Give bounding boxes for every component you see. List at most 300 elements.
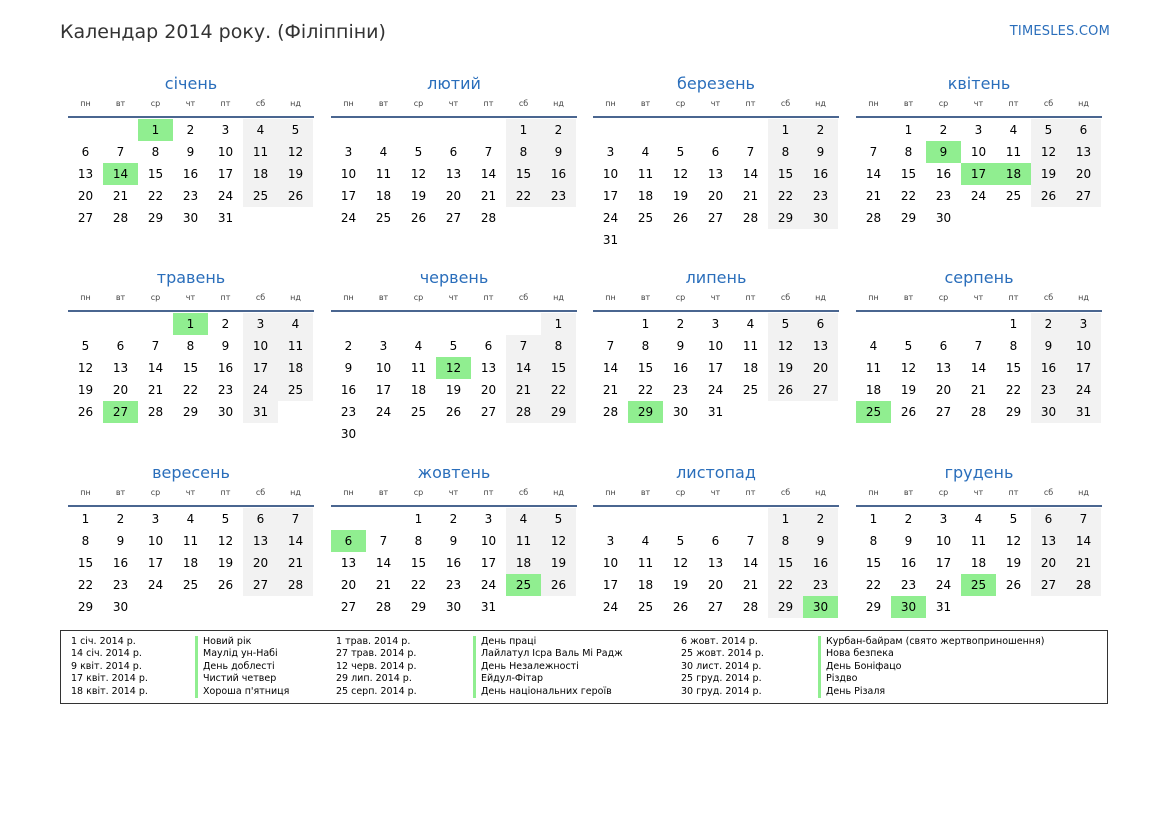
day-cell: 6 [81,145,90,159]
holiday-day-cell: 25 [506,574,541,596]
day-cell: 8 [768,530,803,552]
weekday-label: пт [220,293,231,302]
day-cell: 3 [243,313,278,335]
day-cell: 2 [221,317,230,331]
weekday-label: вт [640,293,651,302]
weekday-label: нд [553,488,564,497]
day-cell: 7 [606,339,615,353]
day-cell: 27 [445,211,462,225]
weekday-label: нд [553,293,564,302]
brand-link[interactable]: TIMESLES.COM [1009,24,1110,39]
empty-cell [856,313,891,335]
day-cell: 30 [1031,401,1066,423]
day-cell: 5 [449,339,458,353]
empty-cell [68,119,103,141]
day-cell: 14 [970,361,987,375]
day-cell: 1 [506,119,541,141]
month-name: листопад [676,463,756,482]
day-cell: 11 [865,361,882,375]
weekday-label: пт [220,99,231,108]
day-cell: 30 [803,207,838,229]
day-cell: 14 [278,530,313,552]
day-cell: 29 [541,401,576,423]
holiday-day-cell: 29 [628,401,663,423]
weekday-label: вт [903,293,914,302]
day-cell: 19 [541,552,576,574]
legend-date: 6 жовт. 2014 р. [681,636,758,647]
holiday-day-cell: 25 [856,401,891,423]
month-name: травень [156,268,226,287]
weekday-label: нд [815,488,826,497]
month-7 [593,268,839,423]
day-cell: 8 [904,145,913,159]
weekday-label: вт [640,99,651,108]
day-cell: 16 [541,163,576,185]
day-cell: 28 [147,405,164,419]
day-cell: 30 [217,405,234,419]
day-cell: 12 [278,141,313,163]
day-cell: 4 [641,534,650,548]
day-cell: 17 [602,578,619,592]
day-cell: 24 [340,211,357,225]
day-cell: 27 [803,379,838,401]
day-cell: 22 [768,574,803,596]
holiday-day-cell: 25 [961,574,996,596]
weekday-label: вт [378,99,389,108]
day-cell: 29 [768,207,803,229]
day-cell: 16 [182,167,199,181]
day-cell: 13 [340,556,357,570]
day-cell: 9 [676,339,685,353]
weekday-label: вт [115,293,126,302]
empty-cell [68,313,103,335]
weekday-label: пт [220,488,231,497]
day-cell: 10 [480,534,497,548]
legend-date: 30 лист. 2014 р. [681,660,762,672]
month-10 [331,463,577,618]
empty-cell [593,313,628,335]
weekday-label: пт [1008,99,1019,108]
day-cell: 28 [506,401,541,423]
day-cell: 14 [480,167,497,181]
legend-col2-names [473,636,623,698]
day-cell: 24 [602,211,619,225]
legend-holiday-name: Хороша п'ятниця [195,686,289,698]
day-cell: 25 [742,383,759,397]
empty-cell [401,119,436,141]
weekday-label: вт [378,293,389,302]
day-cell: 22 [77,578,94,592]
day-cell: 15 [541,357,576,379]
weekday-label: чт [710,293,721,302]
day-cell: 4 [1009,123,1018,137]
day-cell: 25 [278,379,313,401]
day-cell: 13 [77,167,94,181]
weekday-label: чт [973,99,984,108]
day-cell: 18 [243,163,278,185]
day-cell: 11 [243,141,278,163]
day-cell: 21 [480,189,497,203]
empty-cell [436,313,471,335]
day-cell: 19 [900,383,917,397]
day-cell: 14 [1066,530,1101,552]
weekday-label: ср [675,99,686,108]
holiday-day-cell: 30 [891,596,926,618]
day-cell: 26 [1031,185,1066,207]
day-cell: 23 [803,574,838,596]
weekday-label: вт [903,99,914,108]
day-grid [331,118,576,229]
day-grid [856,507,1101,618]
day-cell: 31 [707,405,724,419]
day-cell: 13 [707,556,724,570]
day-cell: 23 [445,578,462,592]
legend-holiday-name: Лайлатул Ісра Валь Мі Радж [473,648,623,660]
day-cell: 4 [243,119,278,141]
day-cell: 11 [742,339,759,353]
day-cell: 19 [1031,163,1066,185]
day-cell: 26 [900,405,917,419]
day-cell: 5 [676,534,685,548]
day-cell: 8 [81,534,90,548]
day-cell: 8 [768,141,803,163]
day-cell: 11 [1005,145,1022,159]
day-cell: 4 [186,512,195,526]
empty-cell [471,119,506,141]
day-cell: 20 [1031,552,1066,574]
day-cell: 2 [676,317,685,331]
day-cell: 28 [1066,574,1101,596]
day-cell: 5 [414,145,423,159]
empty-cell [366,119,401,141]
weekday-label: ср [938,293,949,302]
day-cell: 29 [77,600,94,614]
weekday-label: ср [413,488,424,497]
day-cell: 18 [375,189,392,203]
day-cell: 30 [935,211,952,225]
day-cell: 3 [484,512,493,526]
day-cell: 25 [637,600,654,614]
day-cell: 17 [935,556,952,570]
day-cell: 4 [379,145,388,159]
day-cell: 19 [445,383,462,397]
empty-cell [331,508,366,530]
day-cell: 9 [344,361,353,375]
day-grid [593,507,838,618]
empty-cell [366,508,401,530]
day-cell: 25 [375,211,392,225]
month-name: лютий [427,74,481,93]
day-cell: 30 [112,600,129,614]
weekday-label: сб [780,99,791,108]
day-cell: 8 [151,145,160,159]
legend-holiday-name: Курбан-байрам (свято жертвоприношення) [818,636,1044,648]
legend-holiday-name: День Різаля [818,686,1044,698]
day-cell: 31 [935,600,952,614]
day-cell: 12 [900,361,917,375]
holiday-legend [60,630,1108,704]
day-cell: 4 [746,317,755,331]
day-cell: 22 [506,185,541,207]
weekday-label: пт [745,99,756,108]
day-cell: 29 [182,405,199,419]
day-cell: 24 [243,379,278,401]
day-cell: 30 [672,405,689,419]
day-cell: 19 [77,383,94,397]
day-cell: 8 [414,534,423,548]
day-cell: 12 [410,167,427,181]
day-cell: 25 [182,578,199,592]
month-name: квітень [947,74,1011,93]
weekday-label: сб [518,488,529,497]
day-cell: 18 [637,578,654,592]
day-cell: 20 [707,189,724,203]
weekday-header [593,292,839,312]
day-cell: 8 [869,534,878,548]
weekday-label: пт [745,488,756,497]
day-cell: 1 [768,508,803,530]
day-cell: 15 [506,163,541,185]
empty-cell [891,313,926,335]
day-cell: 8 [186,339,195,353]
empty-cell [331,313,366,335]
day-cell: 29 [410,600,427,614]
weekday-label: пн [868,99,879,108]
day-grid [331,312,576,445]
day-cell: 7 [869,145,878,159]
day-cell: 15 [637,361,654,375]
day-cell: 12 [77,361,94,375]
day-cell: 14 [506,357,541,379]
day-cell: 2 [1031,313,1066,335]
weekday-label: вт [903,488,914,497]
weekday-label: сб [1043,99,1054,108]
day-cell: 20 [707,578,724,592]
month-name: жовтень [417,463,491,482]
day-cell: 11 [637,556,654,570]
weekday-label: чт [185,293,196,302]
day-cell: 29 [768,596,803,618]
legend-date: 25 жовт. 2014 р. [681,648,764,660]
day-cell: 21 [602,383,619,397]
day-cell: 13 [803,335,838,357]
legend-col1-names [195,636,289,698]
legend-holiday-name: Різдво [818,673,1044,685]
empty-cell [436,119,471,141]
day-cell: 6 [939,339,948,353]
day-cell: 2 [116,512,125,526]
legend-holiday-name: Маулід ун-Набі [195,648,289,660]
day-cell: 9 [186,145,195,159]
day-cell: 16 [445,556,462,570]
day-cell: 11 [410,361,427,375]
legend-date: 14 січ. 2014 р. [71,648,142,660]
day-cell: 4 [974,512,983,526]
legend-date: 1 трав. 2014 р. [336,636,411,647]
holiday-day-cell: 27 [103,401,138,423]
weekday-header [68,292,314,312]
empty-cell [593,508,628,530]
legend-date: 30 груд. 2014 р. [681,685,762,697]
day-cell: 27 [243,574,278,596]
day-cell: 12 [672,167,689,181]
day-cell: 21 [375,578,392,592]
day-cell: 26 [1005,578,1022,592]
day-cell: 29 [1005,405,1022,419]
weekday-label: нд [815,293,826,302]
day-cell: 14 [602,361,619,375]
weekday-label: нд [553,99,564,108]
weekday-label: чт [448,293,459,302]
day-cell: 16 [900,556,917,570]
day-cell: 22 [637,383,654,397]
day-cell: 3 [974,123,983,137]
weekday-header [856,292,1102,312]
legend-date: 17 квіт. 2014 р. [71,673,148,685]
weekday-label: чт [185,99,196,108]
day-cell: 13 [707,167,724,181]
month-3 [593,74,839,251]
day-cell: 3 [606,145,615,159]
day-cell: 7 [278,508,313,530]
month-9 [68,463,314,618]
month-2 [331,74,577,229]
day-cell: 11 [278,335,313,357]
weekday-header [856,98,1102,118]
legend-date: 9 квіт. 2014 р. [71,660,142,672]
day-grid [68,118,313,229]
day-cell: 15 [410,556,427,570]
day-cell: 13 [1066,141,1101,163]
day-cell: 7 [746,534,755,548]
holiday-day-cell: 6 [331,530,366,552]
day-cell: 24 [1066,379,1101,401]
day-cell: 11 [182,534,199,548]
weekday-label: пн [80,293,91,302]
day-cell: 13 [480,361,497,375]
day-cell: 27 [480,405,497,419]
day-cell: 20 [480,383,497,397]
day-cell: 27 [1066,185,1101,207]
day-cell: 22 [410,578,427,592]
day-cell: 10 [340,167,357,181]
day-cell: 15 [147,167,164,181]
day-grid [68,507,313,618]
weekday-label: пн [80,488,91,497]
day-cell: 8 [641,339,650,353]
day-cell: 15 [768,552,803,574]
legend-date: 25 груд. 2014 р. [681,673,762,685]
weekday-label: сб [780,293,791,302]
day-cell: 5 [278,119,313,141]
day-cell: 1 [641,317,650,331]
day-cell: 22 [865,578,882,592]
day-cell: 13 [935,361,952,375]
day-cell: 7 [1066,508,1101,530]
day-cell: 9 [803,141,838,163]
empty-cell [628,508,663,530]
day-cell: 2 [939,123,948,137]
day-cell: 7 [151,339,160,353]
weekday-label: нд [290,488,301,497]
day-cell: 3 [221,123,230,137]
day-cell: 11 [637,167,654,181]
day-cell: 18 [506,552,541,574]
weekday-label: ср [938,99,949,108]
day-cell: 29 [865,600,882,614]
weekday-label: пн [80,99,91,108]
page-title: Календар 2014 року. (Філіппіни) [60,21,386,43]
month-5 [68,268,314,423]
day-cell: 27 [340,600,357,614]
month-name: липень [685,268,747,287]
weekday-label: ср [150,293,161,302]
day-cell: 13 [445,167,462,181]
day-cell: 14 [742,556,759,570]
day-cell: 23 [803,185,838,207]
day-cell: 7 [746,145,755,159]
day-cell: 14 [742,167,759,181]
day-cell: 6 [711,534,720,548]
day-cell: 17 [707,361,724,375]
day-cell: 24 [375,405,392,419]
weekday-header [593,98,839,118]
day-cell: 20 [803,357,838,379]
weekday-label: пт [1008,293,1019,302]
day-cell: 26 [541,574,576,596]
day-cell: 21 [742,578,759,592]
day-cell: 28 [742,211,759,225]
day-cell: 6 [803,313,838,335]
day-cell: 13 [1031,530,1066,552]
empty-cell [663,119,698,141]
weekday-label: пн [605,488,616,497]
day-cell: 1 [414,512,423,526]
day-cell: 6 [449,145,458,159]
day-cell: 21 [147,383,164,397]
weekday-label: чт [973,488,984,497]
legend-date: 27 трав. 2014 р. [336,648,417,660]
empty-cell [698,119,733,141]
day-cell: 28 [970,405,987,419]
day-cell: 18 [742,361,759,375]
day-cell: 23 [900,578,917,592]
day-cell: 27 [1031,574,1066,596]
day-cell: 21 [1066,552,1101,574]
day-cell: 20 [77,189,94,203]
day-cell: 17 [480,556,497,570]
weekday-header [856,487,1102,507]
day-cell: 1 [869,512,878,526]
weekday-label: вт [378,488,389,497]
day-cell: 31 [602,233,619,247]
weekday-label: сб [1043,293,1054,302]
empty-cell [856,119,891,141]
weekday-label: сб [518,293,529,302]
legend-date: 12 черв. 2014 р. [336,660,417,672]
day-cell: 4 [869,339,878,353]
day-cell: 7 [974,339,983,353]
day-cell: 20 [1066,163,1101,185]
day-cell: 23 [340,405,357,419]
day-grid [593,312,838,423]
day-cell: 15 [865,556,882,570]
day-grid [331,507,576,618]
day-cell: 6 [243,508,278,530]
legend-date: 18 квіт. 2014 р. [71,685,148,697]
holiday-day-cell: 14 [103,163,138,185]
weekday-label: сб [255,293,266,302]
